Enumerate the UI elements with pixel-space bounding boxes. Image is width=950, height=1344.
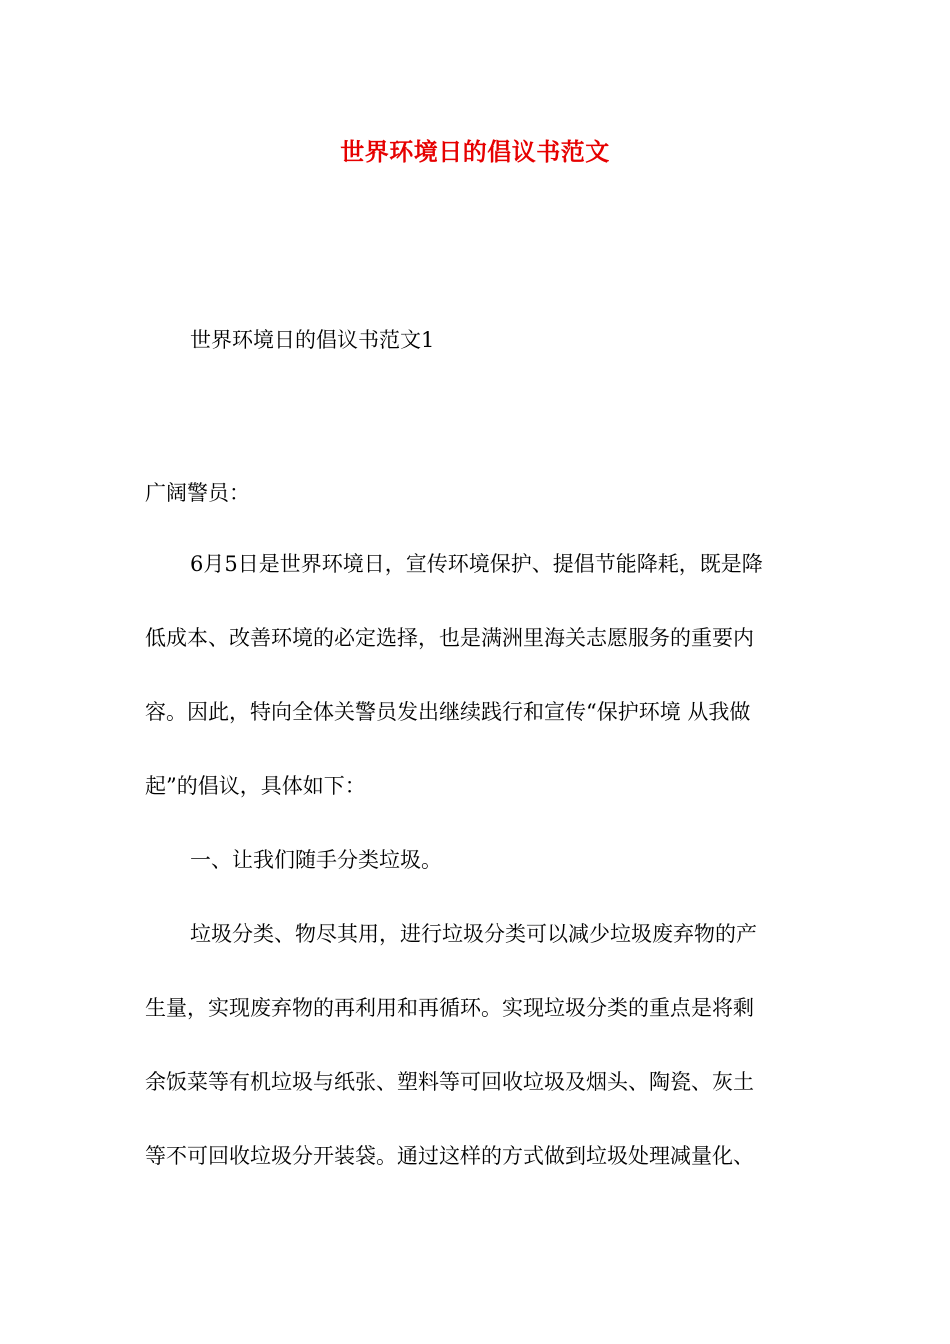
paragraph-line: 容。因此，特向全体关警员发出继续践行和宣传“保护环境 从我做 <box>145 700 751 724</box>
paragraph-heading-1 <box>145 823 805 897</box>
section-heading: 一、让我们随手分类垃圾。 <box>190 848 442 872</box>
paragraph-line: 余饭菜等有机垃圾与纸张、塑料等可回收垃圾及烟头、陶瓷、灰土 <box>145 1070 754 1094</box>
salutation: 广阔警员： <box>145 481 250 505</box>
paragraph-line: 低成本、改善环境的必定选择，也是满洲里海关志愿服务的重要内 <box>145 626 754 650</box>
paragraph-garbage-sorting <box>145 897 805 1193</box>
document-subtitle: 世界环境日的倡议书范文1 <box>190 328 435 352</box>
paragraph-line: 起”的倡议，具体如下： <box>145 774 366 798</box>
paragraph-line: 6月5日是世界环境日，宣传环境保护、提倡节能降耗，既是降 <box>190 552 763 576</box>
paragraph-line: 垃圾分类、物尽其用，进行垃圾分类可以减少垃圾废弃物的产 <box>190 922 757 946</box>
paragraph-line: 生量，实现废弃物的再利用和再循环。实现垃圾分类的重点是将剩 <box>145 996 754 1020</box>
document-title: 世界环境日的倡议书范文 <box>340 137 610 166</box>
paragraph-line: 等不可回收垃圾分开装袋。通过这样的方式做到垃圾处理减量化、 <box>145 1144 754 1168</box>
paragraph-intro <box>145 527 805 823</box>
